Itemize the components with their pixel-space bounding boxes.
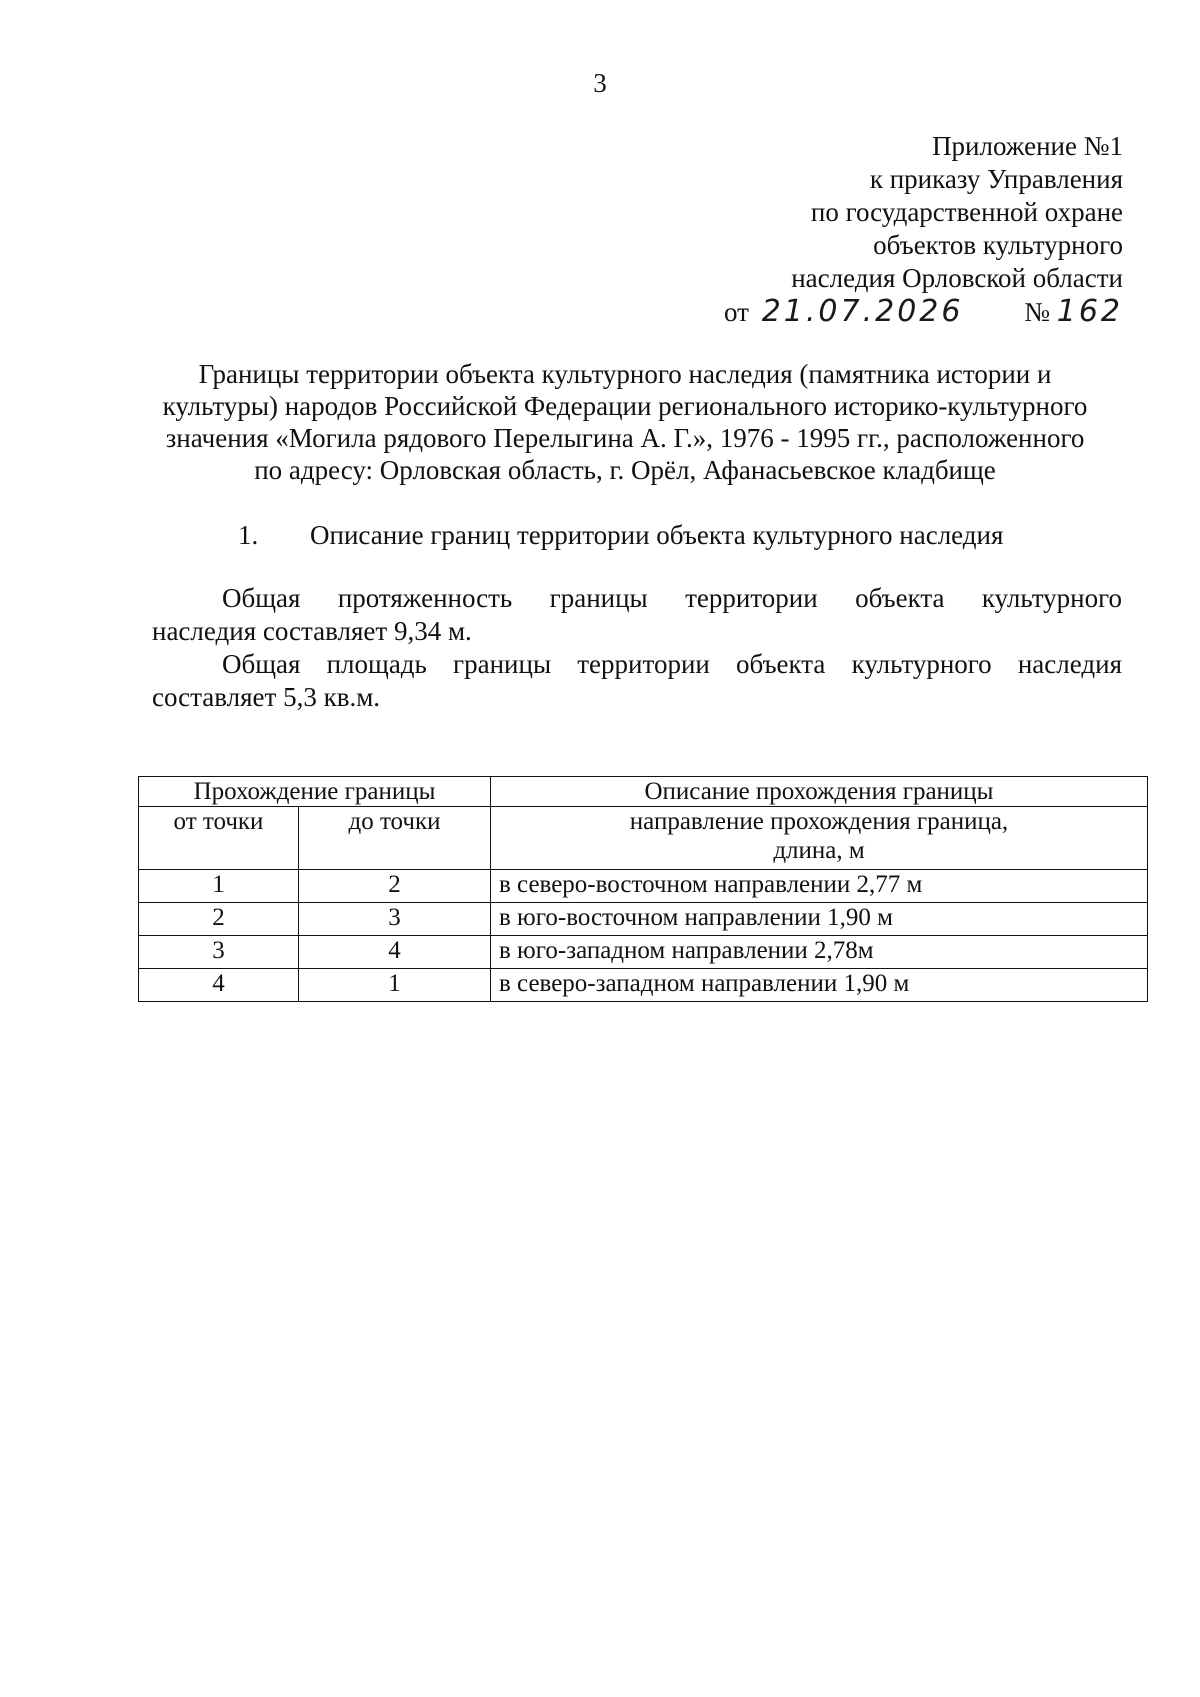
annex-line: по государственной охране (810, 197, 1123, 227)
annex-date-number (724, 295, 1123, 329)
section-number: 1. (238, 520, 259, 550)
table-row (139, 936, 1148, 969)
paragraph-rest: наследия составляет 9,34 м. (152, 616, 472, 646)
handwritten-date: 21.07.2026 (761, 294, 964, 329)
section-heading-text: Описание границ территории объекта культурного наследия (310, 520, 1004, 550)
cell-description: в юго-восточном направлении 1,90 м (491, 903, 1148, 936)
cell-description: в северо-восточном направлении 2,77 м (491, 870, 1148, 903)
cell-from: 1 (139, 870, 299, 903)
cell-to: 3 (299, 903, 491, 936)
header-to-point: до точки (299, 807, 491, 870)
header-direction-line2: длина, м (773, 837, 865, 864)
boundary-table (138, 776, 1148, 1002)
title-line: по адресу: Орловская область, г. Орёл, Афанасьевское кладбище (254, 455, 996, 485)
title-line: Границы территории объекта культурного наследия (памятника истории и (198, 359, 1052, 389)
document-title (140, 358, 1110, 486)
paragraph-area (152, 648, 1122, 714)
header-boundary-passage: Прохождение границы (139, 777, 491, 807)
handwritten-number: 162 (1056, 294, 1123, 329)
cell-description: в юго-западном направлении 2,78м (491, 936, 1148, 969)
table-header-row (139, 777, 1148, 807)
title-line: значения «Могила рядового Перелыгина А. Г.», 1976 - 1995 гг., расположенного (165, 423, 1085, 453)
annex-line: наследия Орловской области (791, 263, 1123, 293)
cell-from: 4 (139, 969, 299, 1002)
header-description: Описание прохождения границы (491, 777, 1148, 807)
cell-to: 1 (299, 969, 491, 1002)
table-row (139, 969, 1148, 1002)
paragraph-length (152, 582, 1122, 648)
paragraph-rest: составляет 5,3 кв.м. (152, 682, 381, 712)
table-subheader-row (139, 807, 1148, 870)
header-direction-line1: направление прохождения граница, (629, 808, 1009, 835)
annex-block (724, 130, 1123, 329)
number-prefix: № (1024, 297, 1050, 327)
annex-line: к приказу Управления (869, 164, 1123, 194)
table-row (139, 903, 1148, 936)
cell-to: 4 (299, 936, 491, 969)
annex-line: объектов культурного (873, 230, 1123, 260)
cell-from: 2 (139, 903, 299, 936)
page-number: 3 (593, 68, 607, 98)
table-row (139, 870, 1148, 903)
paragraph-first-line: Общая протяженность границы территории объекта культурного (222, 583, 1122, 613)
paragraph-first-line: Общая площадь границы территории объекта культурного наследия (222, 649, 1122, 679)
cell-description: в северо-западном направлении 1,90 м (491, 969, 1148, 1002)
annex-line: Приложение №1 (932, 131, 1123, 161)
cell-to: 2 (299, 870, 491, 903)
header-from-point: от точки (139, 807, 299, 870)
date-prefix: от (723, 297, 749, 327)
header-direction-length (491, 807, 1148, 870)
title-line: культуры) народов Российской Федерации регионального историко-культурного (162, 391, 1088, 421)
cell-from: 3 (139, 936, 299, 969)
